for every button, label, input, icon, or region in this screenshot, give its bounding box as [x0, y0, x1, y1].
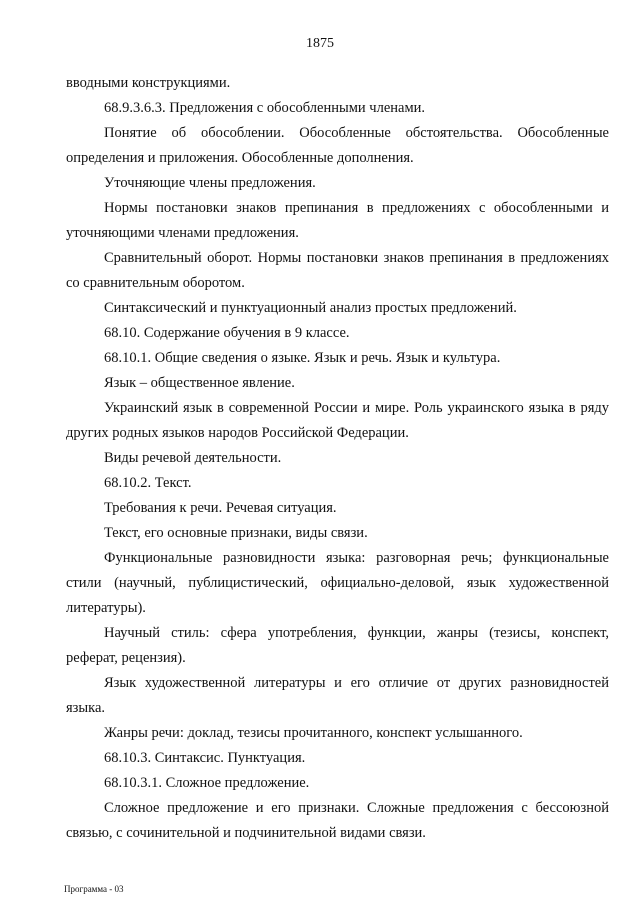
paragraph: Сравнительный оборот. Нормы постановки знаков препинания в предложениях со сравнительным оборотом.	[66, 250, 609, 291]
paragraph: Язык – общественное явление.	[104, 375, 295, 391]
section-heading: 68.10.3. Синтаксис. Пунктуация.	[104, 750, 306, 766]
footer-label: Программа - 03	[64, 884, 124, 894]
paragraph: вводными конструкциями.	[66, 75, 231, 91]
paragraph: Понятие об обособлении. Обособленные обстоятельства. Обособленные определения и приложения. Обособленные дополнения.	[66, 125, 609, 166]
paragraph: Украинский язык в современной России и мире. Роль украинского языка в ряду других родных языков народов Российской Федерации.	[66, 400, 609, 441]
paragraph: Синтаксический и пунктуационный анализ простых предложений.	[104, 300, 517, 316]
paragraph: Требования к речи. Речевая ситуация.	[104, 500, 337, 516]
paragraph: Нормы постановки знаков препинания в предложениях с обособленными и уточняющими членами предложения.	[66, 200, 609, 241]
document-body	[66, 71, 609, 846]
section-heading: 68.10.1. Общие сведения о языке. Язык и речь. Язык и культура.	[104, 350, 501, 366]
paragraph: Жанры речи: доклад, тезисы прочитанного, конспект услышанного.	[104, 725, 523, 741]
paragraph: 68.9.3.6.3. Предложения с обособленными членами.	[104, 100, 426, 116]
paragraph: Уточняющие члены предложения.	[104, 175, 316, 191]
section-heading: 68.10. Содержание обучения в 9 классе.	[104, 325, 350, 341]
paragraph: Текст, его основные признаки, виды связи.	[104, 525, 368, 541]
paragraph: Научный стиль: сфера употребления, функции, жанры (тезисы, конспект, реферат, рецензия).	[66, 625, 609, 666]
section-heading: 68.10.3.1. Сложное предложение.	[104, 775, 310, 791]
page-number: 1875	[306, 36, 334, 51]
paragraph: Виды речевой деятельности.	[104, 450, 282, 466]
paragraph: Язык художественной литературы и его отличие от других разновидностей языка.	[66, 675, 609, 716]
paragraph: Сложное предложение и его признаки. Сложные предложения с бессоюзной связью, с сочинительной и подчинительной видами связи.	[66, 800, 609, 841]
section-heading: 68.10.2. Текст.	[104, 475, 192, 491]
paragraph: Функциональные разновидности языка: разговорная речь; функциональные стили (научный, публицистический, официально-деловой, язык художественной литературы).	[66, 550, 609, 616]
